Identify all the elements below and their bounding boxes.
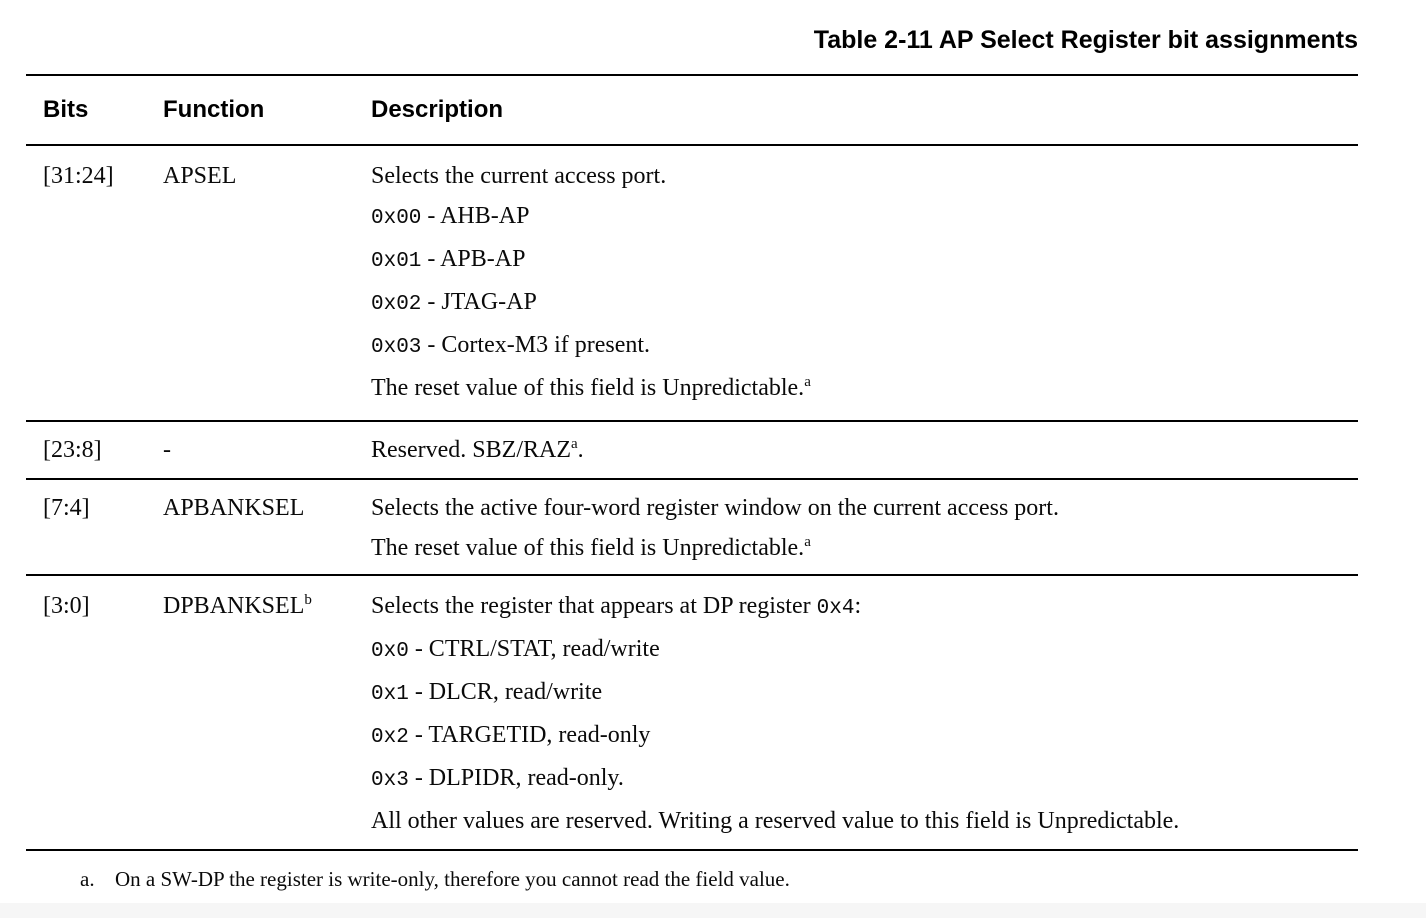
table-caption: Table 2-11 AP Select Register bit assignments: [813, 26, 1358, 54]
description-line: [371, 672, 1358, 715]
text-segment: The reset value of this field is Unpredictable.: [371, 375, 805, 401]
text-segment: Selects the active four-word register window on the current access port.: [371, 495, 1059, 521]
function-cell: [163, 488, 371, 568]
footnote-text: On a SW-DP the register is write-only, therefore you cannot read the field value.: [115, 867, 790, 891]
function-cell: [163, 430, 371, 470]
text-segment: APBANKSEL: [163, 495, 305, 521]
text-segment: Reserved. SBZ/RAZ: [371, 437, 571, 463]
mono-value: 0x4: [816, 597, 855, 620]
table-body: [26, 146, 1358, 851]
mono-value: 0x00: [371, 207, 422, 230]
mono-value: 0x01: [371, 250, 422, 273]
text-segment: - TARGETID, read-only: [408, 722, 651, 748]
text-segment: The reset value of this field is Unpredictable.: [371, 535, 805, 561]
page-content: [26, 0, 1358, 918]
bit-assignments-table: [26, 74, 1358, 851]
description-line: [371, 586, 1358, 629]
column-header-bits: Bits: [43, 96, 89, 123]
text-segment: DPBANKSEL: [163, 593, 305, 619]
description-line: [371, 282, 1358, 325]
text-segment: - AHB-AP: [421, 203, 530, 229]
text-segment: - JTAG-AP: [421, 289, 537, 315]
description-line: [371, 758, 1358, 801]
text-segment: -: [163, 437, 171, 463]
description-line: [371, 156, 1358, 196]
description-cell: [371, 430, 1358, 470]
text-segment: - APB-AP: [421, 246, 526, 272]
function-cell: [163, 156, 371, 408]
description-cell: [371, 156, 1358, 408]
text-segment: :: [854, 593, 862, 619]
description-line: [371, 629, 1358, 672]
description-line: [371, 196, 1358, 239]
footnote-ref: a: [804, 374, 811, 390]
table-row: [26, 422, 1358, 480]
description-line: [371, 528, 1358, 568]
table-row: [26, 576, 1358, 851]
bits-cell: [31:24]: [43, 163, 114, 189]
mono-value: 0x3: [371, 769, 409, 792]
column-header-description: Description: [371, 96, 504, 123]
text-segment: - DLCR, read/write: [408, 679, 603, 705]
description-line: [371, 368, 1358, 408]
footnote-ref: a: [804, 534, 811, 550]
description-line: [371, 325, 1358, 368]
footnote-ref: a: [570, 436, 578, 452]
description-line: [371, 801, 1358, 841]
bits-cell: [7:4]: [43, 495, 90, 521]
column-header-function: Function: [163, 96, 265, 123]
function-cell: [163, 586, 371, 841]
text-segment: - CTRL/STAT, read/write: [408, 636, 660, 662]
description-cell: [371, 488, 1358, 568]
table-header-row: [26, 76, 1358, 146]
mono-value: 0x1: [371, 683, 409, 706]
footnote-label: a.: [80, 867, 95, 891]
text-segment: All other values are reserved. Writing a reserved value to this field is Unpredictable.: [371, 808, 1180, 834]
bits-cell: [3:0]: [43, 593, 90, 619]
text-segment: APSEL: [163, 163, 237, 189]
description-line: [371, 430, 1358, 470]
footnote-ref: b: [304, 592, 312, 608]
text-segment: Selects the current access port.: [371, 163, 667, 189]
text-segment: .: [577, 437, 584, 463]
description-cell: [371, 586, 1358, 841]
bits-cell: [23:8]: [43, 437, 102, 463]
text-segment: Selects the register that appears at DP register: [371, 593, 817, 619]
description-line: [371, 239, 1358, 282]
mono-value: 0x03: [371, 336, 422, 359]
page-bottom-edge: [0, 903, 1426, 918]
footnote-item: [26, 863, 1358, 896]
description-line: [371, 715, 1358, 758]
description-line: [371, 488, 1358, 528]
text-segment: - DLPIDR, read-only.: [408, 765, 624, 791]
text-segment: - Cortex-M3 if present.: [421, 332, 651, 358]
mono-value: 0x0: [371, 640, 409, 663]
table-row: [26, 146, 1358, 422]
mono-value: 0x02: [371, 293, 422, 316]
mono-value: 0x2: [371, 726, 409, 749]
table-row: [26, 480, 1358, 576]
